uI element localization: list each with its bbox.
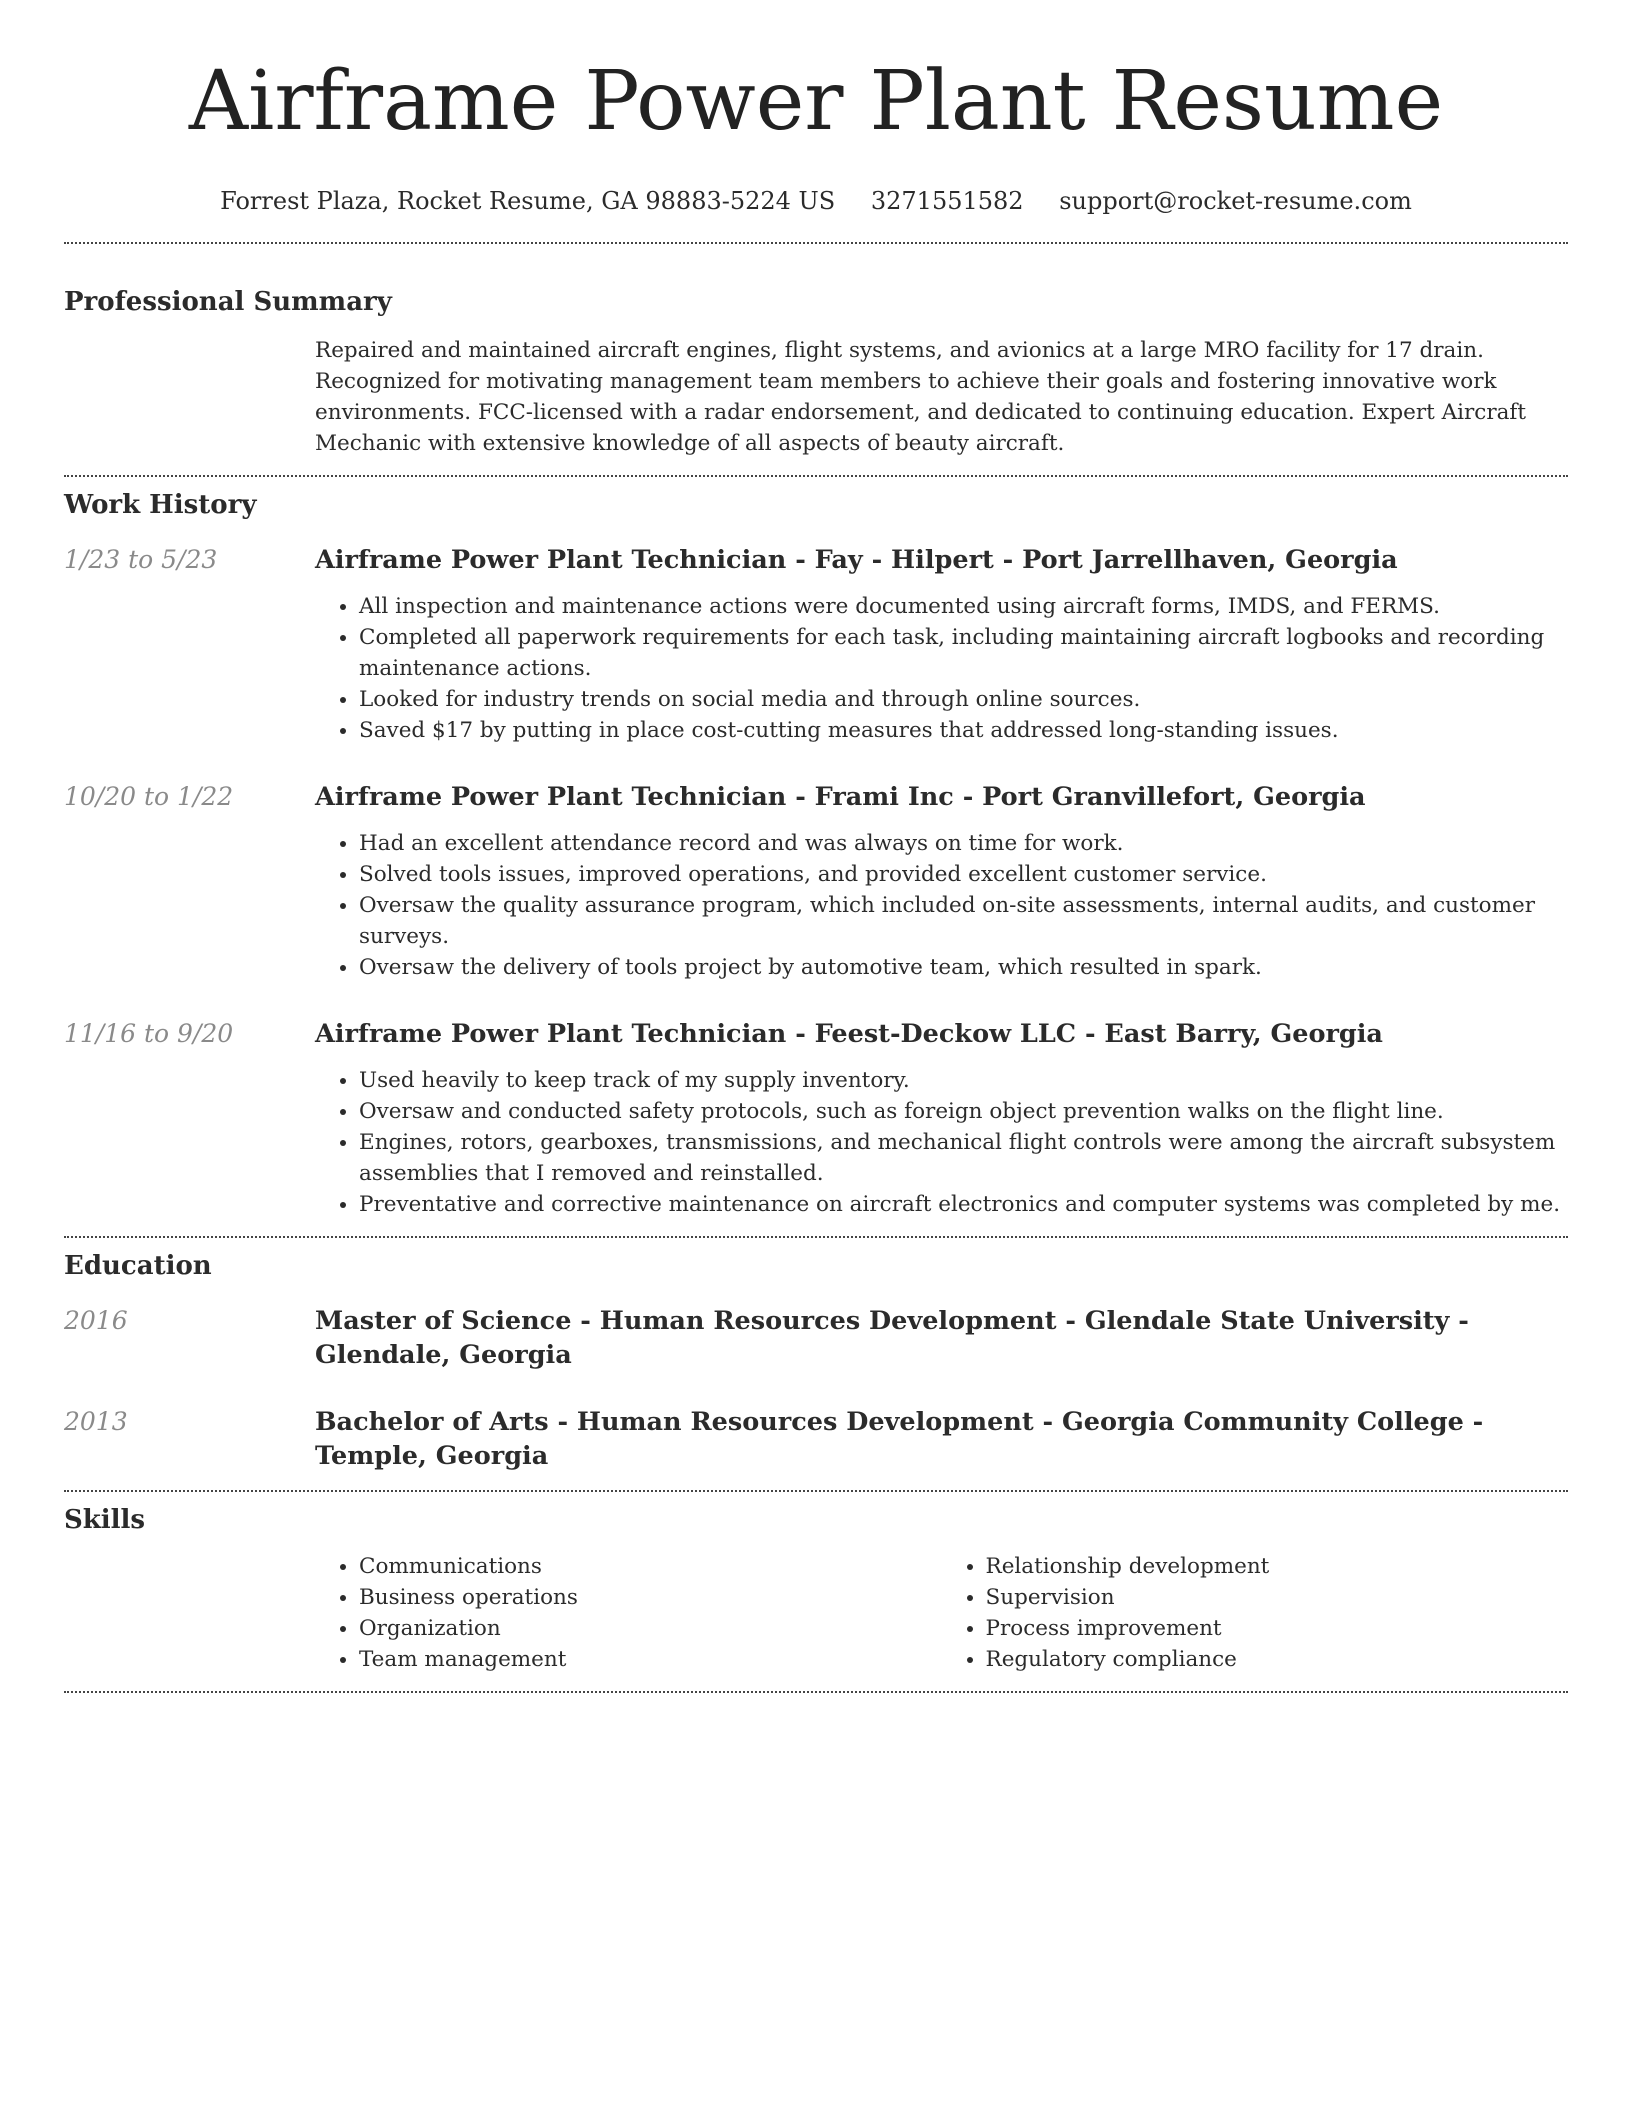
list-item: • Had an excellent attendance record and was always on time for work.	[359, 828, 1568, 859]
contact-phone: 3271551582	[870, 187, 1024, 215]
list-item: • Engines, rotors, gearboxes, transmissions, and mechanical flight controls were among the aircraft subsystem assemblies that I removed and reinstalled.	[359, 1127, 1568, 1189]
skills-list-left	[315, 1551, 942, 1675]
list-item: • Oversaw the quality assurance program, which included on-site assessments, internal audits, and customer surveys.	[359, 890, 1568, 952]
contact-address: Forrest Plaza, Rocket Resume, GA 98883-5224 US	[220, 187, 836, 215]
skill-item: • Process improvement	[986, 1613, 1569, 1644]
education-section	[64, 1249, 1568, 1473]
job-bullets	[315, 1065, 1568, 1220]
education-entry	[64, 1304, 1568, 1372]
work-history-section	[64, 488, 1568, 1220]
section-title-summary: Professional Summary	[64, 287, 392, 317]
job-bullets	[315, 828, 1568, 983]
section-title-work: Work History	[64, 490, 257, 520]
job-bullets	[315, 591, 1568, 746]
section-title-education: Education	[64, 1251, 212, 1281]
list-item: • Saved $17 by putting in place cost-cutting measures that addressed long-standing issues.	[359, 715, 1568, 746]
contact-email: support@rocket-resume.com	[1059, 187, 1412, 215]
resume-page	[64, 0, 1568, 1693]
education-year: 2013	[64, 1407, 128, 1436]
resume-title: Airframe Power Plant Resume	[188, 54, 1444, 149]
education-degree: Bachelor of Arts - Human Resources Development - Georgia Community College - Temple, Georgia	[315, 1407, 1484, 1471]
summary-section	[64, 285, 1568, 459]
list-item: • Solved tools issues, improved operations, and provided excellent customer service.	[359, 859, 1568, 890]
education-entry	[64, 1405, 1568, 1473]
job-entry	[64, 1017, 1568, 1220]
section-divider	[64, 475, 1568, 477]
skill-item: • Relationship development	[986, 1551, 1569, 1582]
job-entry	[64, 543, 1568, 746]
education-degree: Master of Science - Human Resources Development - Glendale State University - Glendale, Georgia	[315, 1306, 1469, 1370]
skills-list-right	[942, 1551, 1569, 1675]
job-dates: 11/16 to 9/20	[64, 1019, 234, 1048]
section-divider	[64, 1490, 1568, 1492]
list-item: • Oversaw the delivery of tools project by automotive team, which resulted in spark.	[359, 952, 1568, 983]
skills-section	[64, 1503, 1568, 1675]
list-item: • Completed all paperwork requirements for each task, including maintaining aircraft logbooks and recording maintenance actions.	[359, 622, 1568, 684]
section-divider	[64, 1691, 1568, 1693]
skill-item: • Supervision	[986, 1582, 1569, 1613]
summary-text: Repaired and maintained aircraft engines, flight systems, and avionics at a large MRO facility for 17 drain. Recognized for motivating management team members to achieve their goals and fostering innovative work environments. FCC-licensed with a radar endorsement, and dedicated to continuing education. Expert Aircraft Mechanic with extensive knowledge of all aspects of beauty aircraft.	[315, 338, 1527, 456]
list-item: • Looked for industry trends on social media and through online sources.	[359, 684, 1568, 715]
section-title-skills: Skills	[64, 1505, 146, 1535]
education-year: 2016	[64, 1306, 128, 1335]
section-divider	[64, 242, 1568, 244]
section-divider	[64, 1236, 1568, 1238]
job-title: Airframe Power Plant Technician - Feest-Deckow LLC - East Barry, Georgia	[315, 1019, 1383, 1049]
job-title: Airframe Power Plant Technician - Fay - Hilpert - Port Jarrellhaven, Georgia	[315, 545, 1398, 575]
list-item: • Used heavily to keep track of my supply inventory.	[359, 1065, 1568, 1096]
skill-item: • Communications	[359, 1551, 942, 1582]
job-title: Airframe Power Plant Technician - Frami Inc - Port Granvillefort, Georgia	[315, 782, 1366, 812]
job-entry	[64, 780, 1568, 983]
list-item: • Oversaw and conducted safety protocols, such as foreign object prevention walks on the flight line.	[359, 1096, 1568, 1127]
list-item: • Preventative and corrective maintenance on aircraft electronics and computer systems was completed by me.	[359, 1189, 1568, 1220]
job-dates: 10/20 to 1/22	[64, 782, 234, 811]
contact-line	[64, 184, 1568, 218]
skill-item: • Regulatory compliance	[986, 1644, 1569, 1675]
list-item: • All inspection and maintenance actions were documented using aircraft forms, IMDS, and FERMS.	[359, 591, 1568, 622]
job-dates: 1/23 to 5/23	[64, 545, 218, 574]
skill-item: • Team management	[359, 1644, 942, 1675]
skill-item: • Business operations	[359, 1582, 942, 1613]
skill-item: • Organization	[359, 1613, 942, 1644]
